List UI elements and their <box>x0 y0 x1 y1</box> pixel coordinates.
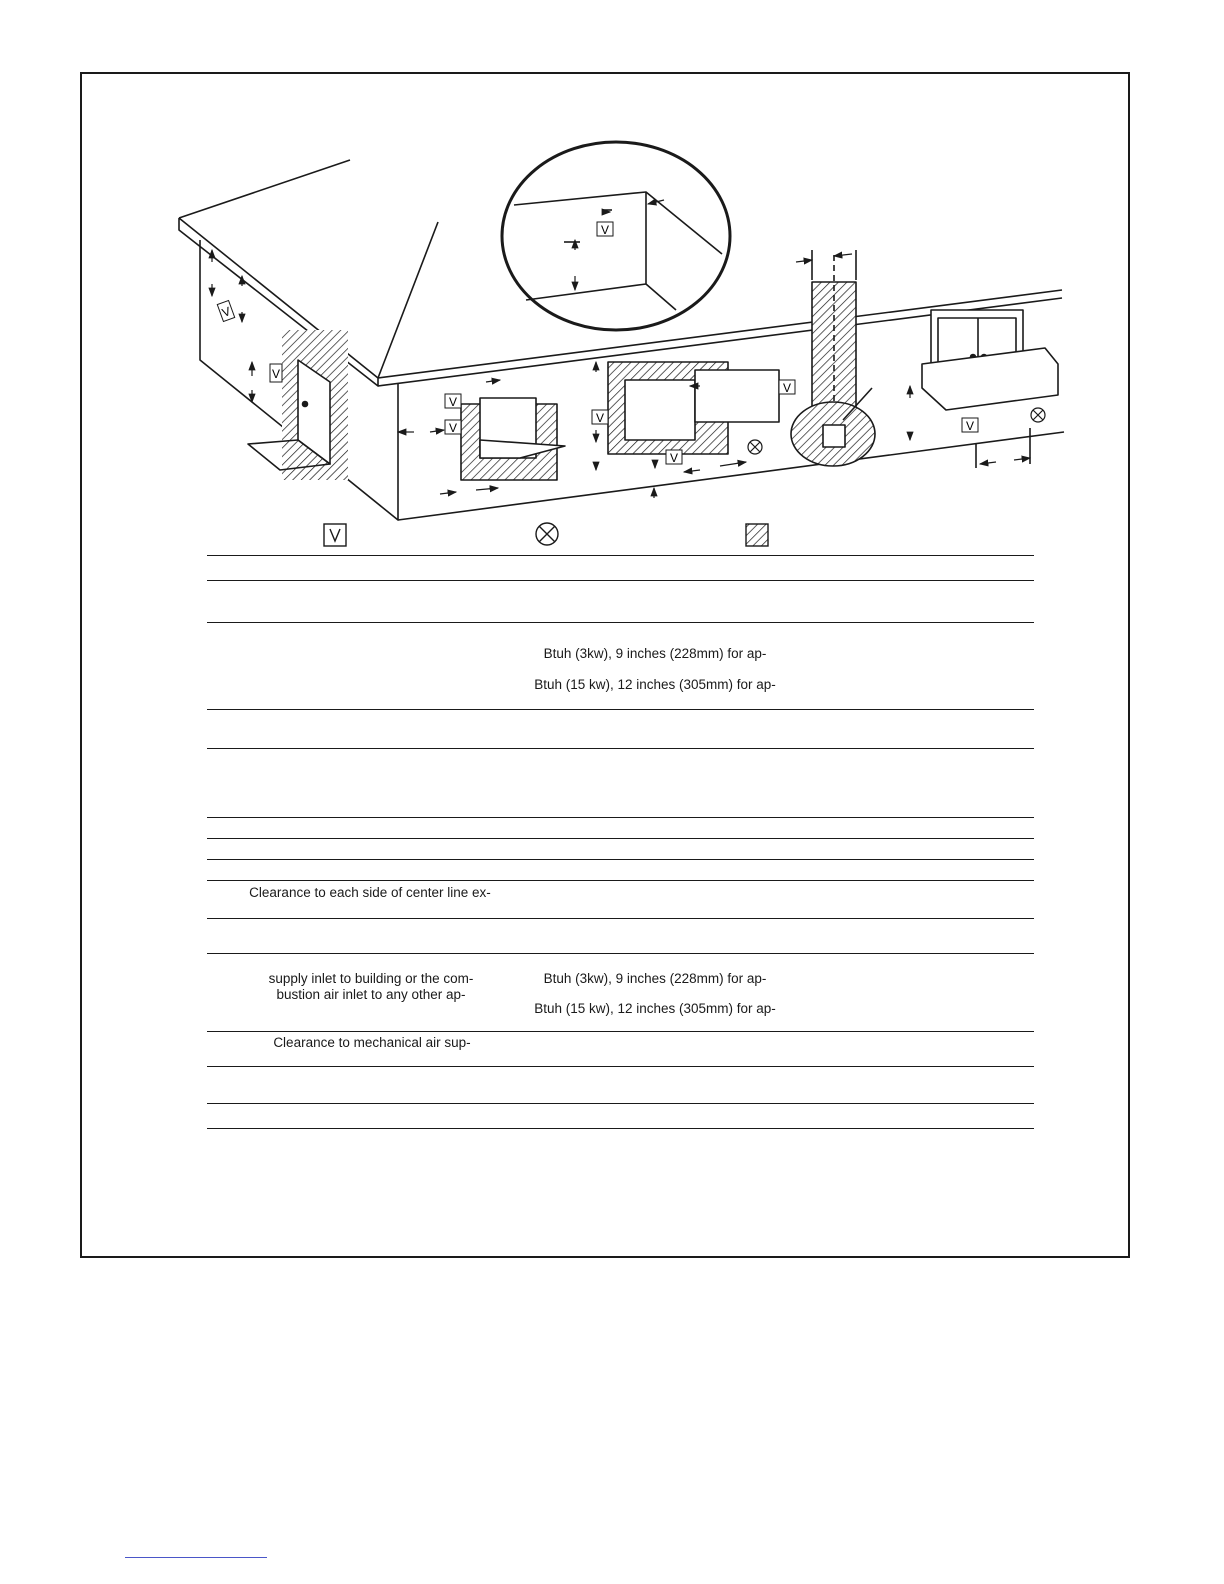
table-rule <box>207 622 1034 623</box>
table-rule <box>207 838 1034 839</box>
roof-eave <box>179 218 378 386</box>
legend <box>324 523 768 546</box>
table-rule <box>207 817 1034 818</box>
table-rule <box>207 1128 1034 1129</box>
footer-link-underline[interactable] <box>125 1557 267 1558</box>
table-rule <box>207 1066 1034 1067</box>
table-rule <box>207 580 1034 581</box>
table-rule <box>207 709 1034 710</box>
table-rule <box>207 748 1034 749</box>
table-rule <box>207 953 1034 954</box>
svg-text:V: V <box>595 411 605 425</box>
table-cell-text: Btuh (15 kw), 12 inches (305mm) for ap- <box>534 677 776 692</box>
svg-text:V: V <box>448 421 458 435</box>
table-cell-text: Btuh (15 kw), 12 inches (305mm) for ap- <box>534 1001 776 1016</box>
roof-left-slope <box>179 160 350 218</box>
detail-callout <box>502 142 730 330</box>
table-rule <box>207 1031 1034 1032</box>
svg-text:V: V <box>600 223 610 237</box>
table-cell-text: Clearance to each side of center line ex- <box>249 885 491 900</box>
table-rule <box>207 859 1034 860</box>
table-cell-text: Btuh (3kw), 9 inches (228mm) for ap- <box>543 646 767 661</box>
table-rule <box>207 555 1034 556</box>
table-cell-text: Btuh (3kw), 9 inches (228mm) for ap- <box>543 971 767 986</box>
svg-text:V: V <box>220 303 233 320</box>
table-cell-text: Clearance to mechanical air sup- <box>273 1035 471 1050</box>
svg-text:V: V <box>669 451 679 465</box>
table-rule <box>207 880 1034 881</box>
svg-text:V: V <box>271 367 281 381</box>
table-rule <box>207 1103 1034 1104</box>
table-rule <box>207 918 1034 919</box>
svg-text:V: V <box>782 381 792 395</box>
svg-text:V: V <box>965 419 975 433</box>
table-cell-text: supply inlet to building or the com- <box>268 971 474 986</box>
roof-ridge-line <box>378 222 438 378</box>
legend-restricted-area-icon <box>746 524 768 546</box>
table-cell-text: bustion air inlet to any other ap- <box>276 987 466 1002</box>
svg-text:V: V <box>448 395 458 409</box>
